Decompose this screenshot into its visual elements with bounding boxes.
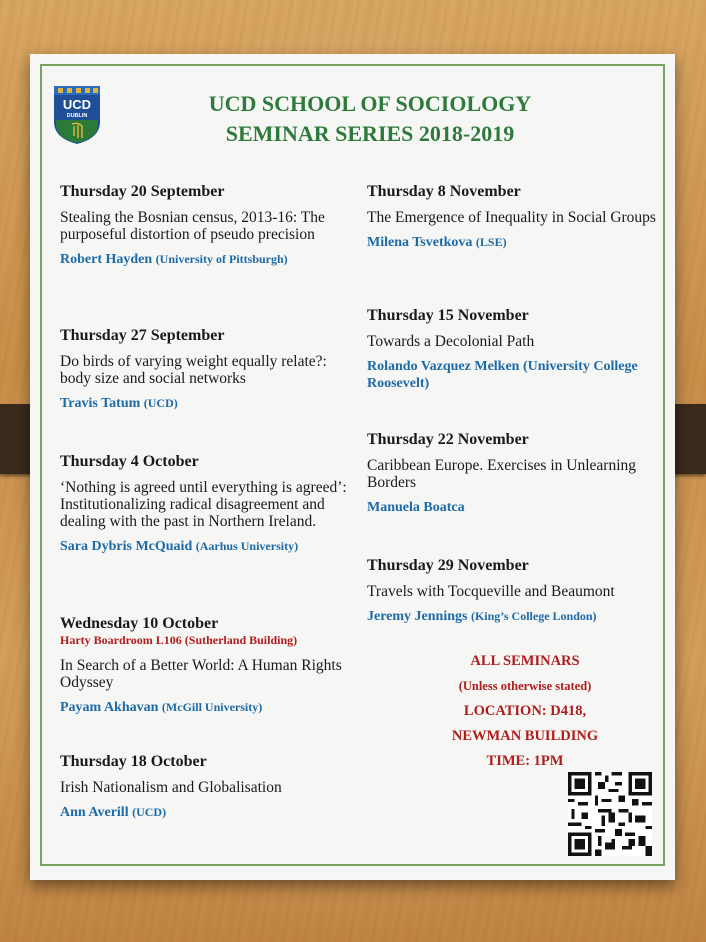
speaker-name: Milena Tsvetkova bbox=[367, 235, 473, 250]
seminar-speaker bbox=[367, 234, 657, 251]
seminar-entry bbox=[60, 452, 365, 555]
seminar-speaker bbox=[367, 358, 657, 392]
speaker-name: Payam Akhavan bbox=[60, 700, 159, 715]
speaker-affiliation: (University of Pittsburgh) bbox=[155, 252, 288, 266]
seminar-title: Travels with Tocqueville and Beaumont bbox=[367, 583, 615, 600]
seminar-title: Do birds of varying weight equally relate?: body size and social networks bbox=[60, 353, 327, 387]
speaker-name: Robert Hayden bbox=[60, 252, 153, 267]
seminar-speaker bbox=[60, 804, 355, 821]
speaker-affiliation: (Aarhus University) bbox=[195, 539, 299, 553]
speaker-name: Sara Dybris McQuaid bbox=[60, 539, 193, 554]
seminar-title: The Emergence of Inequality in Social Groups bbox=[367, 209, 656, 226]
seminar-date: Thursday 4 October bbox=[60, 453, 199, 470]
seminar-date: Thursday 27 September bbox=[60, 327, 225, 344]
seminar-date: Thursday 18 October bbox=[60, 753, 207, 770]
seminar-entry bbox=[60, 326, 355, 412]
seminar-date: Thursday 29 November bbox=[367, 557, 529, 574]
seminar-entry bbox=[60, 182, 355, 268]
speaker-affiliation: (McGill University) bbox=[161, 700, 263, 714]
seminar-speaker bbox=[60, 395, 355, 412]
logo-text-top: UCD bbox=[62, 97, 92, 112]
speaker-name: Manuela Boatca bbox=[367, 500, 465, 515]
seminar-date: Thursday 15 November bbox=[367, 307, 529, 324]
info-time: TIME: 1PM bbox=[486, 753, 564, 769]
seminar-title: Caribbean Europe. Exercises in Unlearning Borders bbox=[367, 457, 637, 491]
speaker-name: Jeremy Jennings bbox=[367, 609, 468, 624]
speaker-affiliation: (King’s College London) bbox=[470, 609, 597, 623]
seminar-date: Thursday 22 November bbox=[367, 431, 529, 448]
seminar-date: Wednesday 10 October bbox=[60, 615, 219, 632]
seminar-speaker bbox=[60, 251, 355, 268]
seminar-speaker bbox=[367, 499, 657, 516]
series-title-line2: SEMINAR SERIES 2018-2019 bbox=[225, 121, 515, 146]
logo-text-bottom: DUBLIN bbox=[66, 113, 88, 119]
series-title-line1: UCD SCHOOL OF SOCIOLOGY bbox=[208, 91, 532, 116]
seminar-speaker bbox=[60, 538, 365, 555]
seminar-speaker bbox=[367, 608, 657, 625]
qr-code-icon[interactable] bbox=[568, 772, 652, 856]
speaker-name: Rolando Vazquez Melken (University College Roosevelt) bbox=[367, 359, 638, 391]
seminar-title: Irish Nationalism and Globalisation bbox=[60, 779, 282, 796]
seminar-entry bbox=[60, 752, 355, 821]
ucd-crest-icon bbox=[52, 84, 102, 146]
seminar-title: ‘Nothing is agreed until everything is agreed’: Institutionalizing radical disagreement and dealing with the past in Northern Ireland. bbox=[60, 479, 347, 530]
seminar-entry bbox=[367, 556, 657, 625]
seminar-date: Thursday 20 September bbox=[60, 183, 225, 200]
seminar-entry bbox=[60, 614, 360, 716]
seminar-info bbox=[425, 649, 625, 774]
seminar-entry bbox=[367, 306, 657, 392]
speaker-name: Travis Tatum bbox=[60, 396, 141, 411]
seminar-speaker bbox=[60, 699, 360, 716]
info-all-seminars: ALL SEMINARS bbox=[470, 653, 580, 669]
seminar-title: Towards a Decolonial Path bbox=[367, 333, 535, 350]
seminar-title: In Search of a Better World: A Human Rights Odyssey bbox=[60, 657, 342, 691]
speaker-name: Ann Averill bbox=[60, 805, 129, 820]
seminar-entry bbox=[367, 430, 657, 516]
poster-sheet bbox=[30, 54, 675, 880]
seminar-venue: Harty Boardroom L106 (Sutherland Building) bbox=[60, 633, 298, 647]
speaker-affiliation: (LSE) bbox=[475, 235, 507, 249]
info-building: NEWMAN BUILDING bbox=[451, 728, 599, 744]
speaker-affiliation: (UCD) bbox=[132, 805, 167, 819]
seminar-title: Stealing the Bosnian census, 2013-16: The purposeful distortion of pseudo precision bbox=[60, 209, 325, 243]
info-location: LOCATION: D418, bbox=[463, 703, 587, 719]
seminar-entry bbox=[367, 182, 657, 251]
speaker-affiliation: (UCD) bbox=[143, 396, 178, 410]
info-unless-stated: (Unless otherwise stated) bbox=[458, 679, 592, 693]
seminar-date: Thursday 8 November bbox=[367, 183, 521, 200]
